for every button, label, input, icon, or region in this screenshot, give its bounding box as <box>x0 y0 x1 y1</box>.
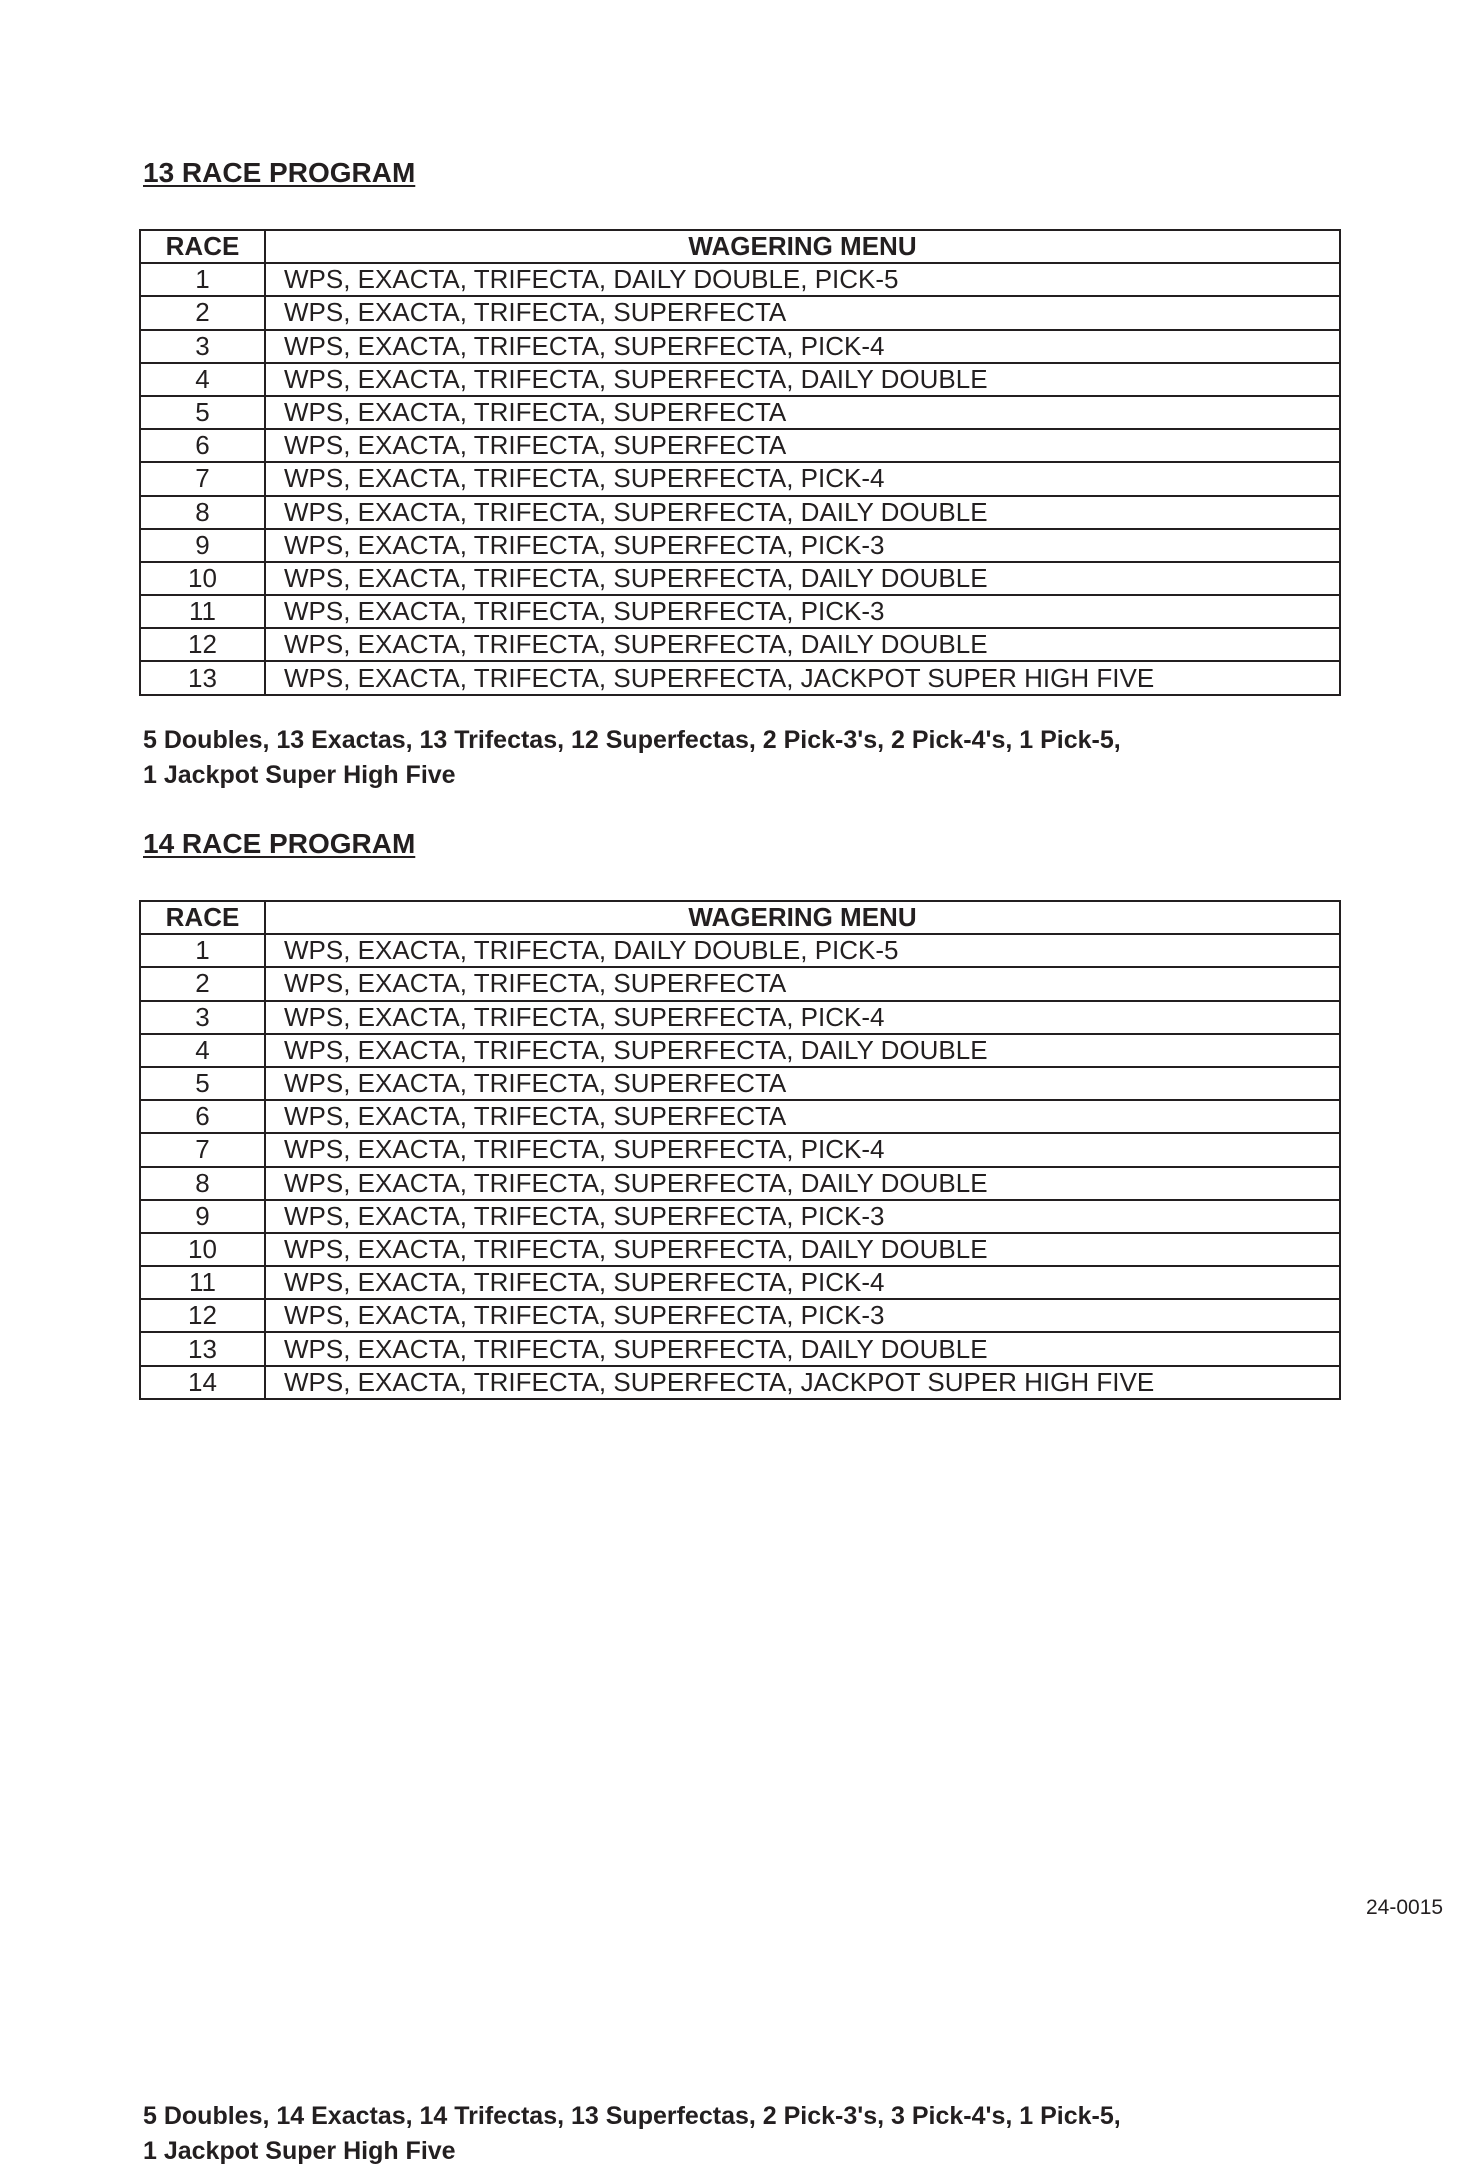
wagering-table <box>139 900 1341 1400</box>
race-number-cell: 14 <box>140 1366 265 1399</box>
table-body <box>140 934 1340 1399</box>
table-row <box>140 595 1340 628</box>
table-row <box>140 628 1340 661</box>
wagering-menu-cell: WPS, EXACTA, TRIFECTA, SUPERFECTA, DAILY DOUBLE <box>265 1332 1340 1365</box>
program-13-section <box>142 155 1339 789</box>
bet-summary-line: 1 Jackpot Super High Five <box>143 2137 456 2165</box>
race-number-cell: 3 <box>140 330 265 363</box>
race-number-cell: 11 <box>140 1266 265 1299</box>
wagering-menu-cell: WPS, EXACTA, TRIFECTA, SUPERFECTA, DAILY DOUBLE <box>265 496 1340 529</box>
race-number-cell: 7 <box>140 1133 265 1166</box>
table-row <box>140 1067 1340 1100</box>
wagering-menu-cell: WPS, EXACTA, TRIFECTA, SUPERFECTA, DAILY DOUBLE <box>265 1034 1340 1067</box>
table-row <box>140 462 1340 495</box>
bet-summary-line: 5 Doubles, 14 Exactas, 14 Trifectas, 13 Superfectas, 2 Pick-3's, 3 Pick-4's, 1 Pick-5, <box>143 2102 1121 2130</box>
table-row <box>140 1299 1340 1332</box>
table-row <box>140 1332 1340 1365</box>
race-number-cell: 2 <box>140 967 265 1000</box>
race-number-cell: 1 <box>140 934 265 967</box>
table-row <box>140 562 1340 595</box>
wagering-menu-cell: WPS, EXACTA, TRIFECTA, SUPERFECTA, PICK-4 <box>265 1266 1340 1299</box>
table-row <box>140 396 1340 429</box>
race-number-cell: 2 <box>140 296 265 329</box>
table-row <box>140 1001 1340 1034</box>
wagering-table <box>139 229 1341 696</box>
wagering-menu-cell: WPS, EXACTA, TRIFECTA, SUPERFECTA <box>265 1067 1340 1100</box>
table-row <box>140 1366 1340 1399</box>
table-header-row <box>140 901 1340 934</box>
program-title: 14 RACE PROGRAM <box>143 828 416 859</box>
race-column-header: RACE <box>140 230 265 263</box>
wagering-menu-cell: WPS, EXACTA, TRIFECTA, SUPERFECTA, DAILY DOUBLE <box>265 1167 1340 1200</box>
wagering-menu-cell: WPS, EXACTA, TRIFECTA, SUPERFECTA <box>265 1100 1340 1133</box>
race-number-cell: 6 <box>140 429 265 462</box>
wagering-menu-cell: WPS, EXACTA, TRIFECTA, DAILY DOUBLE, PICK-5 <box>265 263 1340 296</box>
table-row <box>140 1233 1340 1266</box>
wagering-menu-column-header: WAGERING MENU <box>265 901 1340 934</box>
wagering-menu-cell: WPS, EXACTA, TRIFECTA, SUPERFECTA, PICK-3 <box>265 595 1340 628</box>
race-number-cell: 13 <box>140 1332 265 1365</box>
bet-summary-line: 5 Doubles, 13 Exactas, 13 Trifectas, 12 Superfectas, 2 Pick-3's, 2 Pick-4's, 1 Pick-5, <box>143 726 1121 754</box>
race-number-cell: 13 <box>140 661 265 694</box>
race-number-cell: 8 <box>140 496 265 529</box>
wagering-menu-cell: WPS, EXACTA, TRIFECTA, SUPERFECTA, JACKPOT SUPER HIGH FIVE <box>265 1366 1340 1399</box>
table-row <box>140 1100 1340 1133</box>
table-row <box>140 1266 1340 1299</box>
wagering-menu-column-header: WAGERING MENU <box>265 230 1340 263</box>
table-row <box>140 296 1340 329</box>
bet-summary <box>143 723 1121 793</box>
table-row <box>140 934 1340 967</box>
race-number-cell: 4 <box>140 363 265 396</box>
wagering-menu-cell: WPS, EXACTA, TRIFECTA, SUPERFECTA, PICK-4 <box>265 330 1340 363</box>
table-body <box>140 263 1340 694</box>
race-number-cell: 12 <box>140 628 265 661</box>
table-row <box>140 363 1340 396</box>
race-number-cell: 4 <box>140 1034 265 1067</box>
table-row <box>140 429 1340 462</box>
race-number-cell: 9 <box>140 529 265 562</box>
wagering-menu-cell: WPS, EXACTA, TRIFECTA, SUPERFECTA, DAILY DOUBLE <box>265 628 1340 661</box>
table-row <box>140 1133 1340 1166</box>
race-number-cell: 10 <box>140 1233 265 1266</box>
wagering-menu-cell: WPS, EXACTA, TRIFECTA, SUPERFECTA, JACKPOT SUPER HIGH FIVE <box>265 661 1340 694</box>
race-column-header: RACE <box>140 901 265 934</box>
race-number-cell: 1 <box>140 263 265 296</box>
document-number: 24-0015 <box>1366 1896 1444 1919</box>
bet-summary <box>143 2099 1121 2169</box>
program-title: 13 RACE PROGRAM <box>143 157 416 188</box>
race-number-cell: 3 <box>140 1001 265 1034</box>
wagering-menu-cell: WPS, EXACTA, TRIFECTA, SUPERFECTA <box>265 396 1340 429</box>
table-row <box>140 529 1340 562</box>
table-header-row <box>140 230 1340 263</box>
table-row <box>140 967 1340 1000</box>
table-row <box>140 263 1340 296</box>
wagering-menu-cell: WPS, EXACTA, TRIFECTA, SUPERFECTA, PICK-4 <box>265 462 1340 495</box>
table-row <box>140 1200 1340 1233</box>
table-row <box>140 496 1340 529</box>
wagering-menu-cell: WPS, EXACTA, TRIFECTA, SUPERFECTA <box>265 296 1340 329</box>
wagering-menu-cell: WPS, EXACTA, TRIFECTA, DAILY DOUBLE, PICK-5 <box>265 934 1340 967</box>
race-number-cell: 5 <box>140 396 265 429</box>
race-number-cell: 6 <box>140 1100 265 1133</box>
wagering-menu-cell: WPS, EXACTA, TRIFECTA, SUPERFECTA, PICK-4 <box>265 1001 1340 1034</box>
bet-summary-line: 1 Jackpot Super High Five <box>143 761 456 789</box>
table-row <box>140 1167 1340 1200</box>
wagering-menu-cell: WPS, EXACTA, TRIFECTA, SUPERFECTA <box>265 429 1340 462</box>
race-number-cell: 7 <box>140 462 265 495</box>
wagering-menu-cell: WPS, EXACTA, TRIFECTA, SUPERFECTA, DAILY DOUBLE <box>265 363 1340 396</box>
race-number-cell: 9 <box>140 1200 265 1233</box>
wagering-menu-cell: WPS, EXACTA, TRIFECTA, SUPERFECTA, DAILY DOUBLE <box>265 1233 1340 1266</box>
race-number-cell: 10 <box>140 562 265 595</box>
race-number-cell: 5 <box>140 1067 265 1100</box>
race-number-cell: 12 <box>140 1299 265 1332</box>
table-row <box>140 330 1340 363</box>
wagering-menu-cell: WPS, EXACTA, TRIFECTA, SUPERFECTA, PICK-3 <box>265 1299 1340 1332</box>
wagering-menu-cell: WPS, EXACTA, TRIFECTA, SUPERFECTA, PICK-4 <box>265 1133 1340 1166</box>
race-number-cell: 11 <box>140 595 265 628</box>
wagering-menu-cell: WPS, EXACTA, TRIFECTA, SUPERFECTA <box>265 967 1340 1000</box>
wagering-menu-cell: WPS, EXACTA, TRIFECTA, SUPERFECTA, PICK-3 <box>265 529 1340 562</box>
table-row <box>140 661 1340 694</box>
race-number-cell: 8 <box>140 1167 265 1200</box>
program-14-section <box>142 826 1339 2165</box>
wagering-menu-cell: WPS, EXACTA, TRIFECTA, SUPERFECTA, DAILY DOUBLE <box>265 562 1340 595</box>
wagering-menu-cell: WPS, EXACTA, TRIFECTA, SUPERFECTA, PICK-3 <box>265 1200 1340 1233</box>
table-row <box>140 1034 1340 1067</box>
